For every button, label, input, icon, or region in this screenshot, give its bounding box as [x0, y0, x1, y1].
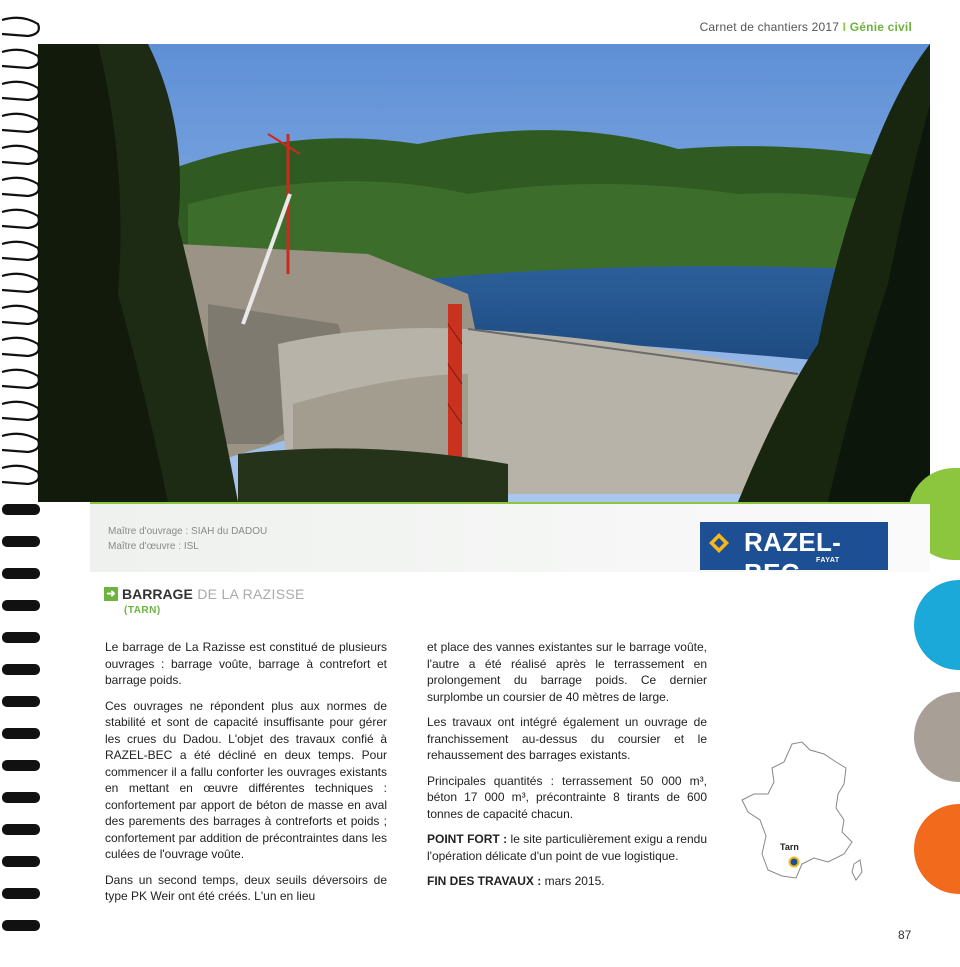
owner-line: Maître d'ouvrage : SIAH du DADOU [108, 526, 268, 537]
project-info-panel [90, 502, 930, 588]
header-separator: I [842, 20, 847, 34]
arrow-right-icon: ➜ [104, 587, 118, 601]
title-strong: BARRAGE [122, 585, 193, 602]
article-subtitle: (TARN) [124, 605, 161, 616]
end-date-label: FIN DES TRAVAUX : [427, 874, 542, 888]
tab-blue[interactable] [914, 580, 960, 670]
paragraph: Principales quantités : terrassement 50 000 m³, béton 17 000 m³, précontrainte 8 tirants de 600 tonnes de capacité chacun. [427, 773, 707, 821]
publication-title: Carnet de chantiers 2017 [699, 20, 840, 34]
engineer-line: Maître d'œuvre : ISL [108, 541, 199, 552]
paragraph: et place des vannes existantes sur le barrage voûte, l'autre a été réalisé après le terrassement en prolongement du barrage poids. Ce dernier surplombe un coursier de 40 mètres de large. [427, 640, 707, 704]
tab-taupe[interactable] [914, 692, 960, 782]
paragraph: Le barrage de La Razisse est constitué de plusieurs ouvrages : barrage voûte, barrage à contrefort et barrage poids. [105, 640, 387, 687]
point-fort-text: le site particulièrement exigu a rendu l'opération délicate d'un point de vue logistique. [427, 832, 707, 863]
point-fort-paragraph [427, 831, 707, 864]
razel-bec-logo [700, 522, 888, 588]
project-owners [108, 524, 267, 554]
text-column-2 [427, 639, 707, 899]
dam-photo [38, 44, 930, 502]
title-light: DE LA RAZISSE [197, 585, 305, 602]
running-header [700, 20, 912, 34]
paragraph: Dans un second temps, deux seuils déversoirs de type PK Weir ont été créés. L'un en lieu [105, 872, 387, 903]
section-name: Génie civil [849, 20, 912, 34]
article-title [104, 585, 305, 603]
end-date-text: mars 2015. [541, 874, 605, 888]
end-date-paragraph [427, 873, 707, 890]
tab-orange[interactable] [914, 804, 960, 894]
point-fort-label: POINT FORT : [427, 832, 508, 846]
diamond-icon [708, 532, 730, 554]
paragraph: Les travaux ont intégré également un ouvrage de franchissement au-dessus du coursier et le rehaussement des barrages existants. [427, 715, 707, 762]
spiral-binding [0, 0, 44, 962]
page-number: 87 [898, 928, 912, 942]
paragraph: Ces ouvrages ne répondent plus aux normes de stabilité et sont de capacité insuffisante pour gérer les crues du Dadou. L'objet des travaux confié à RAZEL-BEC a été décliné en deux temps. Pour commencer il a fallu conforter les ouvrages existants en mettant en œuvre différentes techniques : confortement par apport de béton de masse en aval des parements des barrages à contreforts et poids ; confortement par addition de précontraintes dans les culées de l'ouvrage voûte. [105, 698, 387, 861]
logo-subtitle: FAYAT [816, 557, 840, 564]
logo-wordmark: RAZEL-BEC [744, 527, 842, 588]
map-label-tarn: Tarn [780, 842, 799, 852]
text-column-1 [105, 639, 387, 914]
france-map [740, 738, 866, 888]
